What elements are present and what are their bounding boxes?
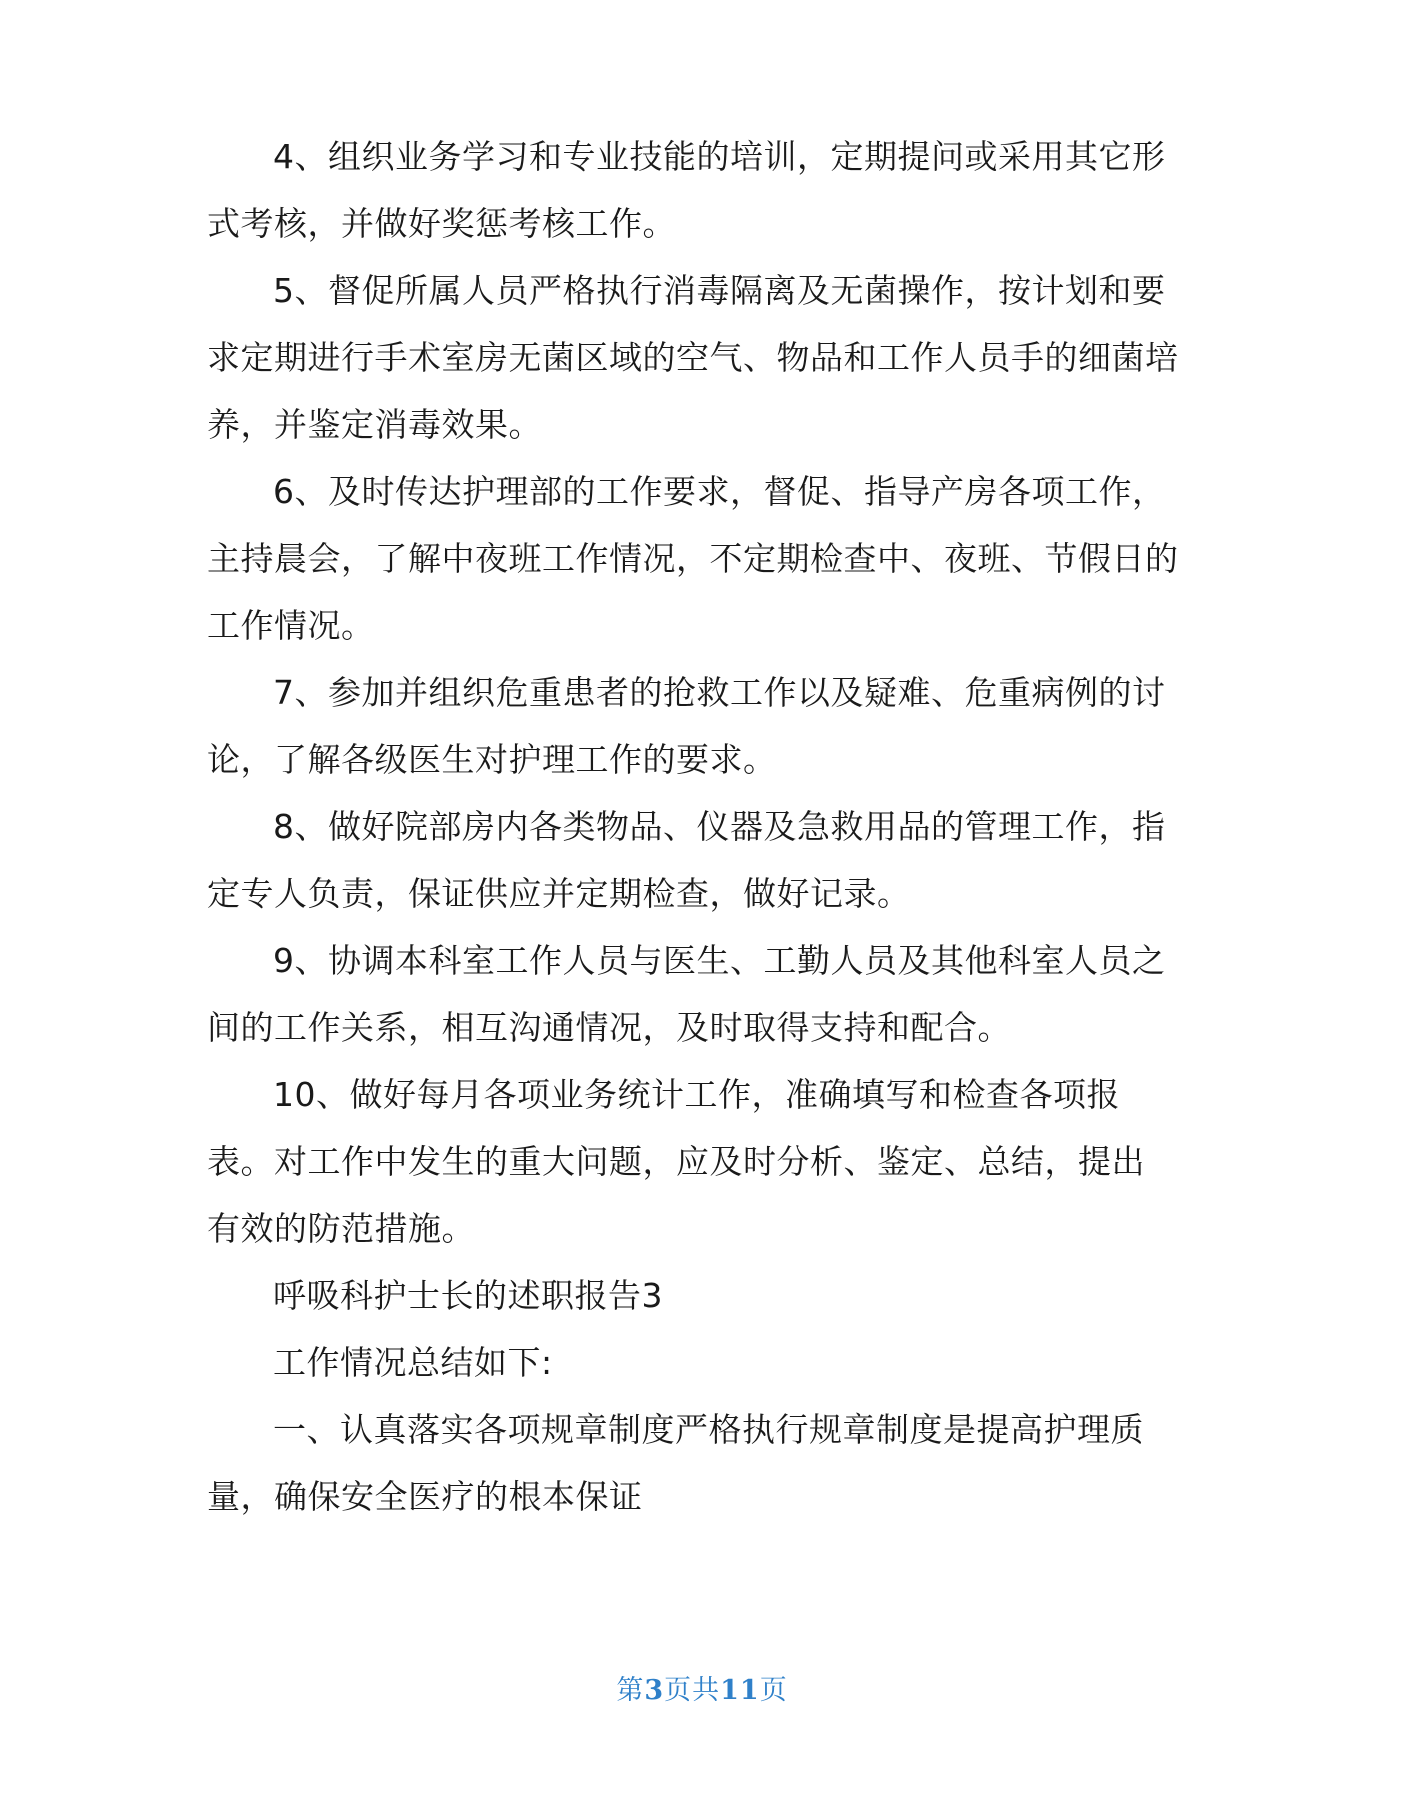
footer-prefix: 第 [616,1675,645,1706]
total-pages-number: 11 [720,1675,760,1706]
page-number-footer [0,1668,1404,1707]
section-heading: 呼吸科护士长的述职报告3 [273,1276,663,1315]
paragraph-section-one: 一、认真落实各项规章制度严格执行规章制度是提高护理质量，确保安全医疗的根本保证 [207,1410,1144,1516]
current-page-number: 3 [644,1675,665,1706]
footer-suffix: 页 [759,1675,788,1706]
paragraph-item-8: 8、做好院部房内各类物品、仪器及急救用品的管理工作，指定专人负责，保证供应并定期检查，做好记录。 [207,807,1166,913]
footer-middle: 页共 [664,1675,721,1706]
summary-intro: 工作情况总结如下: [273,1343,553,1382]
document-body [207,123,1197,1530]
paragraph-item-10: 10、做好每月各项业务统计工作，准确填写和检查各项报表。对工作中发生的重大问题，应及时分析、鉴定、总结，提出有效的防范措施。 [207,1075,1145,1248]
paragraph-item-7: 7、参加并组织危重患者的抢救工作以及疑难、危重病例的讨论，了解各级医生对护理工作的要求。 [207,673,1166,779]
paragraph-item-5: 5、督促所属人员严格执行消毒隔离及无菌操作，按计划和要求定期进行手术室房无菌区域的空气、物品和工作人员手的细菌培养，并鉴定消毒效果。 [207,271,1179,444]
paragraph-item-6: 6、及时传达护理部的工作要求，督促、指导产房各项工作，主持晨会，了解中夜班工作情况，不定期检查中、夜班、节假日的工作情况。 [207,472,1179,645]
paragraph-item-4: 4、组织业务学习和专业技能的培训，定期提问或采用其它形式考核，并做好奖惩考核工作。 [207,137,1166,243]
paragraph-item-9: 9、协调本科室工作人员与医生、工勤人员及其他科室人员之间的工作关系，相互沟通情况，及时取得支持和配合。 [207,941,1166,1047]
